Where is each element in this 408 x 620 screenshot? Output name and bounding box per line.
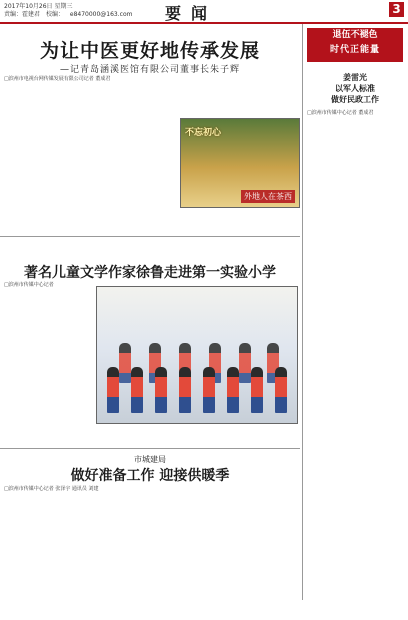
main-column bbox=[0, 24, 300, 600]
article2-byline: □滨州市传媒中心记者 bbox=[4, 282, 54, 288]
photo-figure bbox=[179, 367, 191, 413]
masthead-info bbox=[4, 3, 136, 19]
sidebar-headline bbox=[307, 72, 403, 105]
photo-figure bbox=[203, 367, 215, 413]
photo-figure bbox=[131, 367, 143, 413]
article1-subheadline: —记青岛涵溪医馆有限公司董事长朱子辉 bbox=[59, 65, 240, 75]
sidebar-byline: □滨州市传媒中心记者 董成君 bbox=[307, 110, 374, 116]
photo-figure bbox=[251, 367, 263, 413]
article3-column-3 bbox=[200, 498, 296, 620]
sidebar-banner-line-2: 时代正能量 bbox=[329, 45, 380, 55]
article1-column-2 bbox=[94, 86, 178, 232]
sidebar-headline-line-3: 做好民政工作 bbox=[331, 94, 379, 104]
photo-overlay-caption: 外地人在茶西 bbox=[241, 190, 295, 203]
article3-column-2 bbox=[102, 498, 196, 620]
sidebar-banner-line-1: 退伍不褪色 bbox=[332, 30, 378, 40]
photo-figure bbox=[107, 367, 119, 413]
section-title: 要闻 bbox=[165, 4, 218, 23]
divider bbox=[0, 448, 300, 449]
proofreader-name: 校编： bbox=[45, 11, 64, 18]
sidebar-banner bbox=[307, 28, 403, 62]
article3-byline: □滨州市传媒中心记者 张泽宇 通讯员 刘建 bbox=[4, 486, 99, 492]
article2-photo bbox=[96, 286, 298, 424]
masthead-bar bbox=[0, 0, 408, 24]
sidebar-headline-line-2: 以军人标准 bbox=[335, 83, 375, 93]
sidebar-headline-line-1: 姜雷光 bbox=[343, 72, 367, 82]
article1-headline: 为让中医更好地传承发展 bbox=[39, 40, 260, 62]
article3-kicker: 市城建局 bbox=[134, 455, 166, 464]
article2-column-1 bbox=[4, 300, 92, 440]
sidebar-text bbox=[307, 128, 403, 596]
photo-figure bbox=[155, 367, 167, 413]
article2-headline: 著名儿童文学作家徐鲁走进第一实验小学 bbox=[24, 265, 276, 281]
divider bbox=[0, 236, 300, 237]
article3-column-1 bbox=[4, 498, 98, 620]
contact-email: e8470000@163.com bbox=[69, 11, 133, 18]
article1-column-1 bbox=[4, 86, 90, 232]
article1-photo bbox=[180, 118, 300, 208]
photo-figure bbox=[119, 343, 131, 383]
photo-figure bbox=[227, 367, 239, 413]
photo-figure bbox=[239, 343, 251, 383]
article3-headline: 做好准备工作 迎接供暖季 bbox=[70, 468, 230, 484]
sidebar-column bbox=[302, 24, 407, 600]
article1-byline: □滨州市电视台网传媒发展有限公司记者 董成君 bbox=[4, 76, 111, 82]
editor-name: 责编：霍建君 bbox=[4, 11, 41, 18]
issue-date: 2017年10月26日 星期三 bbox=[4, 3, 73, 10]
photo-overlay-text: 不忘初心 bbox=[185, 128, 222, 138]
photo-figure bbox=[275, 367, 287, 413]
page-number: 3 bbox=[389, 2, 404, 17]
